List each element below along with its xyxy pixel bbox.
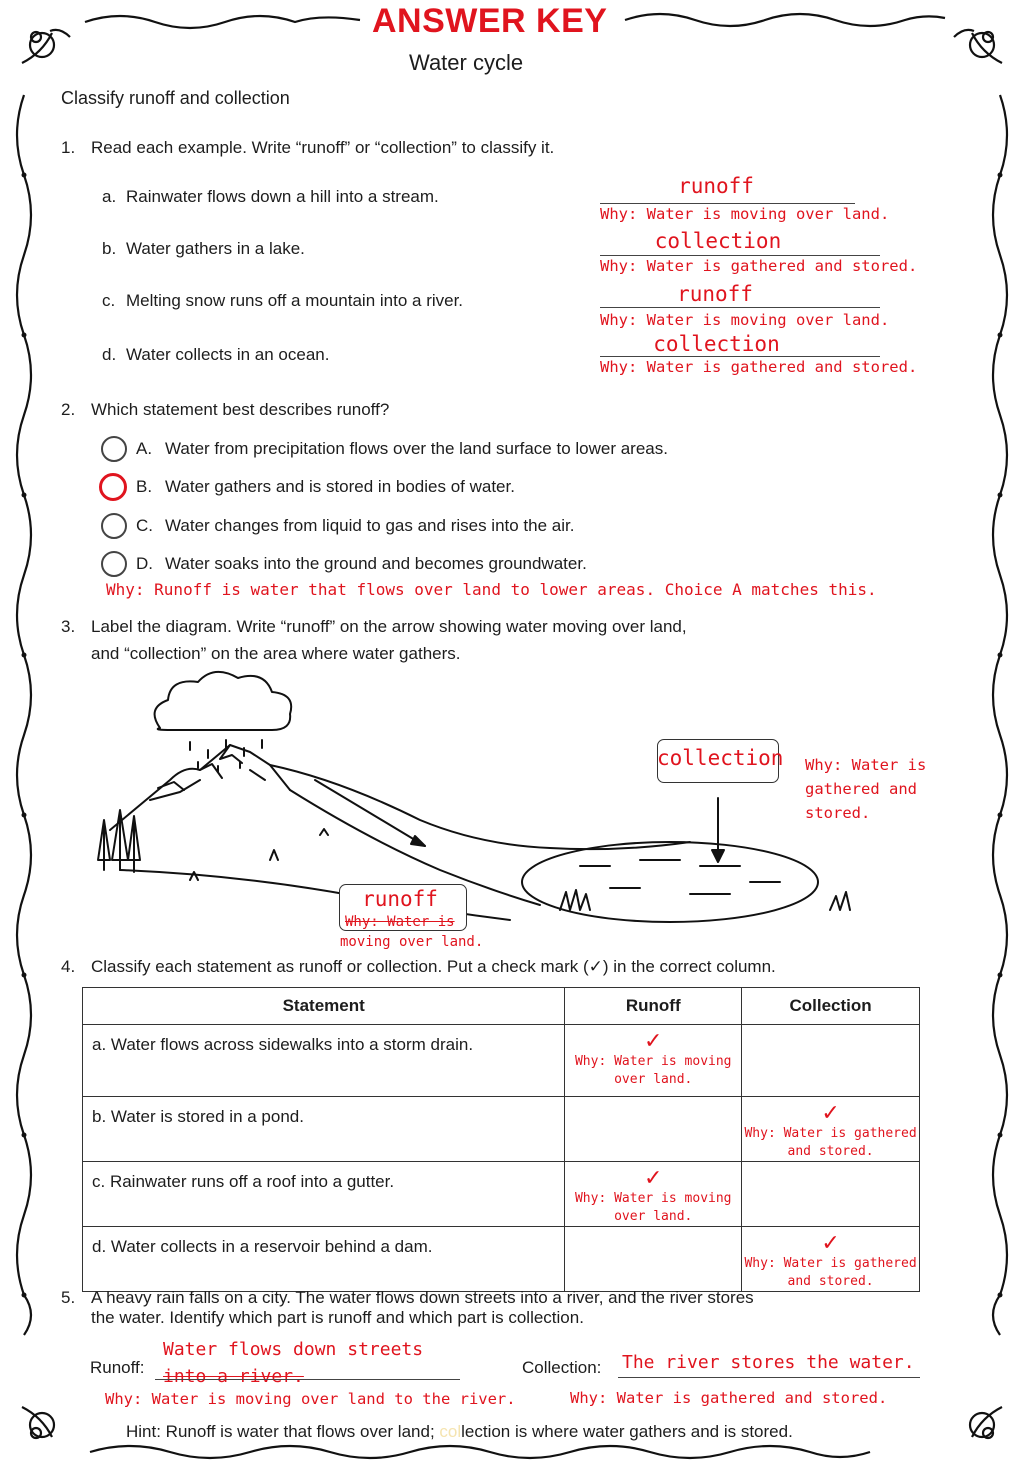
check-mark-icon: ✓ [821, 1230, 840, 1255]
check-mark-icon: ✓ [821, 1100, 840, 1125]
column-header: Runoff [565, 988, 742, 1025]
runoff-answer: Water flows down streets [163, 1339, 424, 1360]
runoff-cell[interactable]: ✓ Why: Water is moving over land. [565, 1025, 742, 1097]
collection-cell[interactable]: ✓ Why: Water is gathered and stored. [742, 1227, 920, 1292]
collection-cell[interactable] [742, 1025, 920, 1097]
runoff-label: runoff [362, 887, 438, 911]
q2-option-letter: D. [136, 554, 153, 573]
collection-answer: The river stores the water. [622, 1352, 915, 1373]
q1-item-letter: b. [102, 239, 117, 258]
q3-number: 3. [61, 617, 76, 636]
answer-line [600, 356, 880, 357]
q2-why: Why: Runoff is water that flows over land to lower areas. Choice A matches this. [106, 580, 877, 599]
option-radio[interactable] [101, 513, 127, 539]
q1-item-letter: a. [102, 187, 117, 206]
answer-line [155, 1379, 460, 1380]
collection-why: Why: Water is gathered and stored. [570, 1389, 888, 1407]
hint-text: Hint: Runoff is water that flows over land; collection is where water gathers and is stored. [126, 1422, 793, 1441]
q2-option-letter: C. [136, 516, 153, 535]
runoff-answer: into a river. [163, 1366, 304, 1387]
q2-option-text: Water soaks into the ground and becomes groundwater. [165, 554, 587, 573]
q1-item-text: Water gathers in a lake. [126, 239, 305, 258]
runoff-why: moving over land. [340, 934, 484, 950]
q1-item-letter: d. [102, 345, 117, 364]
topic-heading: Classify runoff and collection [61, 88, 290, 108]
runoff-cell[interactable]: ✓ Why: Water is moving over land. [565, 1162, 742, 1227]
statement-cell: c. Rainwater runs off a roof into a gutter. [83, 1162, 565, 1227]
q1-number: 1. [61, 138, 76, 157]
check-mark-icon: ✓ [644, 1165, 663, 1190]
q3-prompt: and “collection” on the area where water gathers. [91, 644, 461, 663]
runoff-why: Why: Water is moving over land to the river. [105, 1390, 516, 1408]
water-cycle-diagram [90, 670, 910, 950]
worksheet-subtitle: Water cycle [409, 50, 524, 75]
runoff-cell[interactable] [565, 1097, 742, 1162]
q1-item-text: Water collects in an ocean. [126, 345, 330, 364]
q1-prompt: Read each example. Write “runoff” or “collection” to classify it. [91, 138, 555, 157]
q1-item-text: Melting snow runs off a mountain into a river. [126, 291, 464, 310]
mountain-icon [110, 745, 290, 830]
statement-cell: a. Water flows across sidewalks into a storm drain. [83, 1025, 565, 1097]
answer-line [600, 203, 855, 204]
q1-answer: runoff [677, 282, 753, 306]
q5-prompt: A heavy rain falls on a city. The water flows down streets into a river, and the river stores [91, 1288, 754, 1307]
column-header: Statement [83, 988, 565, 1025]
runoff-cell[interactable] [565, 1227, 742, 1292]
answer-line [618, 1377, 920, 1378]
q2-option-text: Water gathers and is stored in bodies of water. [165, 477, 515, 496]
collection-cell[interactable]: ✓ Why: Water is gathered and stored. [742, 1097, 920, 1162]
runoff-why: Why: Water is [345, 914, 455, 930]
q2-number: 2. [61, 400, 76, 419]
q3-prompt: Label the diagram. Write “runoff” on the arrow showing water moving over land, [91, 617, 687, 636]
option-radio[interactable] [101, 436, 127, 462]
collection-label: collection [657, 746, 784, 770]
table-row [83, 1097, 920, 1162]
option-radio-circled[interactable] [99, 473, 127, 501]
answer-key-title: ANSWER KEY [372, 2, 608, 40]
q2-option-text: Water from precipitation flows over the land surface to lower areas. [165, 439, 668, 458]
q4-number: 4. [61, 957, 76, 976]
table-row [83, 1227, 920, 1292]
q1-answer: collection [654, 229, 782, 253]
q1-item-letter: c. [102, 291, 116, 310]
option-radio[interactable] [101, 551, 127, 577]
q1-why: Why: Water is moving over land. [600, 311, 890, 329]
table-row [83, 1162, 920, 1227]
q1-answer: collection [653, 332, 780, 356]
q1-why: Why: Water is gathered and stored. [600, 257, 918, 275]
q2-option-text: Water changes from liquid to gas and rises into the air. [165, 516, 575, 535]
q1-item-text: Rainwater flows down a hill into a stream. [126, 187, 439, 206]
q1-why: Why: Water is moving over land. [600, 205, 890, 223]
check-mark-icon: ✓ [644, 1028, 663, 1053]
answer-line [600, 307, 880, 308]
q1-why: Why: Water is gathered and stored. [600, 358, 918, 376]
statement-cell: b. Water is stored in a pond. [83, 1097, 565, 1162]
table-row [83, 1025, 920, 1097]
q4-prompt: Classify each statement as runoff or collection. Put a check mark (✓) in the correct column. [91, 957, 776, 976]
q5-number: 5. [61, 1288, 76, 1307]
collection-cell[interactable] [742, 1162, 920, 1227]
column-header: Collection [742, 988, 920, 1025]
q2-prompt: Which statement best describes runoff? [91, 400, 390, 419]
runoff-field-label: Runoff: [90, 1358, 145, 1377]
q2-option-letter: B. [136, 477, 153, 496]
collection-field-label: Collection: [522, 1358, 602, 1377]
q5-prompt: the water. Identify which part is runoff and which part is collection. [91, 1308, 584, 1327]
q2-option-letter: A. [136, 439, 153, 458]
classification-table [82, 987, 920, 1292]
statement-cell: d. Water collects in a reservoir behind a dam. [83, 1227, 565, 1292]
cloud-icon [155, 672, 292, 730]
q1-answer: runoff [678, 174, 754, 198]
collection-why: Why: Water is gathered and stored. [805, 756, 927, 822]
tree-icon [98, 810, 140, 872]
answer-line [600, 255, 880, 256]
